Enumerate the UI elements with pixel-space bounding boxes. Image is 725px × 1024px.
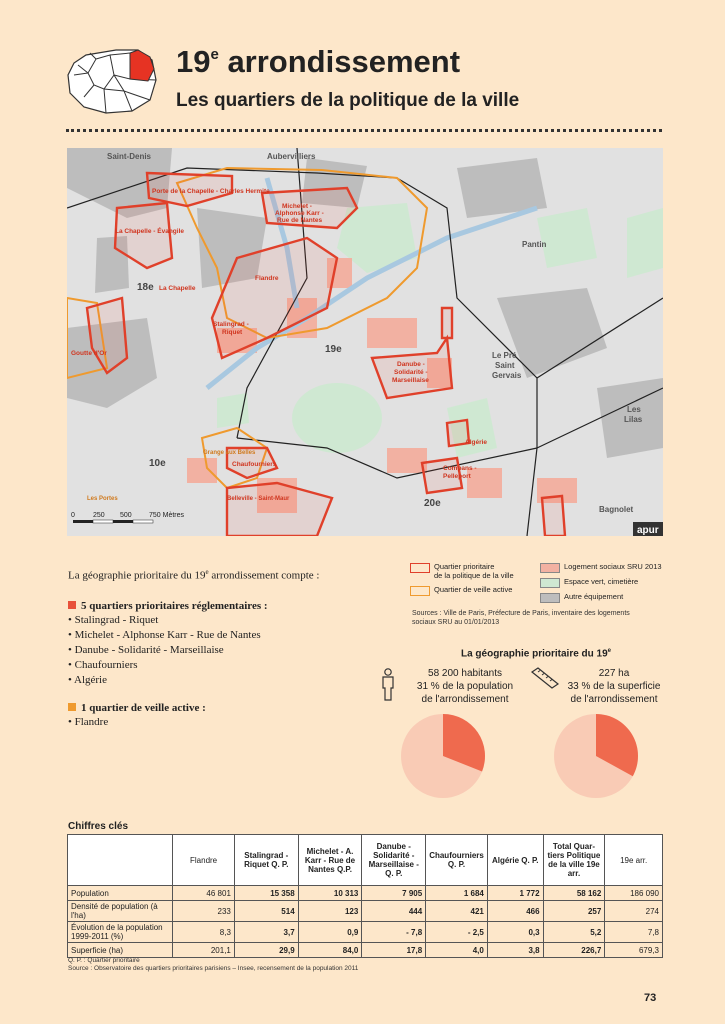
veille-square-icon (68, 703, 76, 711)
legend-swatch-equip (540, 593, 560, 603)
map-label-chapelle-evangile: La Chapelle - Évangile (115, 228, 184, 235)
map-label-marseillaise: Marseillaise (392, 377, 429, 384)
legend-swatch-green (540, 578, 560, 588)
table-cell: 10 313 (298, 886, 362, 901)
scale-label-500: 500 (120, 512, 132, 519)
table-cell: 186 090 (605, 886, 663, 901)
priority-title: 5 quartiers prioritaires réglementaires : (68, 600, 398, 612)
col-header: Flandre (173, 835, 235, 886)
page-title: 19e arrondissement (176, 44, 461, 79)
map-label-stalingrad: Stalingrad - (213, 321, 249, 328)
table-cell: 15 358 (234, 886, 298, 901)
table-cell: - 7,8 (362, 922, 426, 943)
table-row (68, 943, 663, 958)
priority-item: • Stalingrad - Riquet (68, 613, 398, 628)
map-label-grange: Grange aux Belles (203, 450, 256, 456)
table-cell: 5,2 (543, 922, 605, 943)
priority-item: • Chaufourniers (68, 658, 398, 673)
map-label-les: Les (627, 405, 641, 414)
priority-list (68, 613, 398, 688)
area-share-pie (553, 713, 639, 799)
table-cell: 0,3 (487, 922, 543, 943)
table-cell: 7 905 (362, 886, 426, 901)
map-sources: Sources : Ville de Paris, Préfecture de Paris, inventaire des logements sociaux SRU au 01/01/2013 (412, 610, 630, 626)
table-cell: 201,1 (173, 943, 235, 958)
map-label-bagnolet: Bagnolet (599, 505, 634, 514)
table-cell: 274 (605, 901, 663, 922)
geo-title: La géographie prioritaire du 19e (460, 648, 612, 660)
map-label-chaufourniers: Chaufourniers (232, 461, 277, 468)
table-cell: 123 (298, 901, 362, 922)
table-notes: Q. P. : Quartier prioritaire Source : Observatoire des quartiers prioritaires parisiens – Insee, recensement de la population 2011 (68, 957, 359, 972)
col-header: Chaufourniers Q. P. (426, 835, 488, 886)
map-label-chapelle-hermite: Porte de la Chapelle - Charles Hermite (152, 188, 270, 195)
intro-block (68, 568, 398, 730)
priority-item: • Michelet - Alphonse Karr - Rue de Nantes (68, 628, 398, 643)
table-cell: 466 (487, 901, 543, 922)
col-header: Michelet - A. Karr - Rue de Nantes Q.P. (298, 835, 362, 886)
area-stat: 227 ha 33 % de la superficie de l'arrondissement (567, 668, 661, 705)
veille-item: • Flandre (68, 715, 398, 730)
priority-square-icon (68, 601, 76, 609)
table-cell: 17,8 (362, 943, 426, 958)
map-label-flandre: Flandre (255, 275, 279, 282)
map-label-belleville: Belleville - Saint-Maur (227, 496, 290, 502)
table-cell: 4,0 (426, 943, 488, 958)
map-label-lilas: Lilas (624, 415, 643, 424)
veille-list (68, 715, 398, 730)
legend-swatch-veille (410, 586, 430, 596)
table-cell: 3,8 (487, 943, 543, 958)
table-cell: 226,7 (543, 943, 605, 958)
map-label-pantin: Pantin (522, 240, 547, 249)
table-cell: 514 (234, 901, 298, 922)
table-cell: 1 684 (426, 886, 488, 901)
row-label: Superficie (ha) (68, 943, 173, 958)
scale-label-750: 750 Mètres (149, 512, 185, 519)
table-cell: 8,3 (173, 922, 235, 943)
table-row (68, 901, 663, 922)
map-label-goutte: Goutte d'Or (71, 350, 107, 357)
row-label: Population (68, 886, 173, 901)
table-cell: 257 (543, 901, 605, 922)
population-share-pie (400, 713, 486, 799)
quartiers-map (67, 148, 663, 536)
table-cell: 1 772 (487, 886, 543, 901)
table-cell: 7,8 (605, 922, 663, 943)
map-label-pelleport: Pelleport (443, 473, 471, 480)
scale-label-0: 0 (71, 512, 75, 519)
map-label-saint: Saint (495, 361, 515, 370)
page-number: 73 (644, 992, 657, 1004)
map-label-danube: Danube - (397, 361, 425, 368)
col-header: Algérie Q. P. (487, 835, 543, 886)
map-label-michelet: Michelet - (282, 203, 312, 210)
apur-logo: apur (637, 525, 659, 536)
map-label-compans: Compans - (443, 465, 477, 472)
page-subtitle: Les quartiers de la politique de la ville (176, 90, 520, 111)
map-label-la-chapelle: La Chapelle (159, 285, 196, 292)
col-header: 19e arr. (605, 835, 663, 886)
table-cell: 84,0 (298, 943, 362, 958)
map-label-le-pre: Le Pré (492, 351, 517, 360)
table-row (68, 886, 663, 901)
header-empty (68, 835, 173, 886)
arrondissement-locator-map (66, 45, 158, 117)
map-label-arr18: 18e (137, 282, 154, 293)
legend-swatch-qp (410, 563, 430, 573)
map-label-arr19: 19e (325, 344, 342, 355)
row-label: Évolution de la population 1999-2011 (%) (68, 922, 173, 943)
col-header: Stalingrad - Riquet Q. P. (234, 835, 298, 886)
legend-swatch-sru (540, 563, 560, 573)
map-label-saint-denis: Saint-Denis (107, 152, 152, 161)
key-figures-table (67, 834, 663, 958)
table-cell: 233 (173, 901, 235, 922)
intro-text: La géographie prioritaire du 19e arrondissement compte : (68, 568, 320, 582)
row-label: Densité de population (à l'ha) (68, 901, 173, 922)
map-label-portes: Les Portes (87, 496, 118, 502)
col-header: Danube - Solidarité - Marseillaise - Q. P. (362, 835, 426, 886)
table-title: Chiffres clés (68, 821, 129, 832)
map-label-arr10: 10e (149, 458, 166, 469)
priority-item: • Algérie (68, 673, 398, 688)
map-label-solidarite: Solidarité - (394, 369, 428, 376)
col-header: Total Quar- tiers Politique de la ville 19e arr. (543, 835, 605, 886)
map-label-riquet: Riquet (222, 329, 243, 336)
map-label-nantes: Rue de Nantes (277, 217, 323, 224)
table-cell: 29,9 (234, 943, 298, 958)
population-stat: 58 200 habitants 31 % de la population de l'arrondissement (416, 668, 514, 705)
map-label-arr20: 20e (424, 498, 441, 509)
veille-title: 1 quartier de veille active : (68, 702, 398, 714)
table-cell: 58 162 (543, 886, 605, 901)
map-label-algerie: Algérie (465, 439, 488, 446)
person-icon (380, 668, 396, 702)
table-cell: 444 (362, 901, 426, 922)
map-label-alphonse: Alphonse Karr - (275, 210, 324, 217)
table-cell: 46 801 (173, 886, 235, 901)
map-label-gervais: Gervais (492, 371, 522, 380)
table-cell: 3,7 (234, 922, 298, 943)
table-cell: 421 (426, 901, 488, 922)
map-label-aubervilliers: Aubervilliers (267, 152, 316, 161)
scale-label-250: 250 (93, 512, 105, 519)
priority-item: • Danube - Solidarité - Marseillaise (68, 643, 398, 658)
table-cell: - 2,5 (426, 922, 488, 943)
dotted-divider (66, 129, 662, 132)
table-cell: 679,3 (605, 943, 663, 958)
table-row (68, 922, 663, 943)
table-cell: 0,9 (298, 922, 362, 943)
